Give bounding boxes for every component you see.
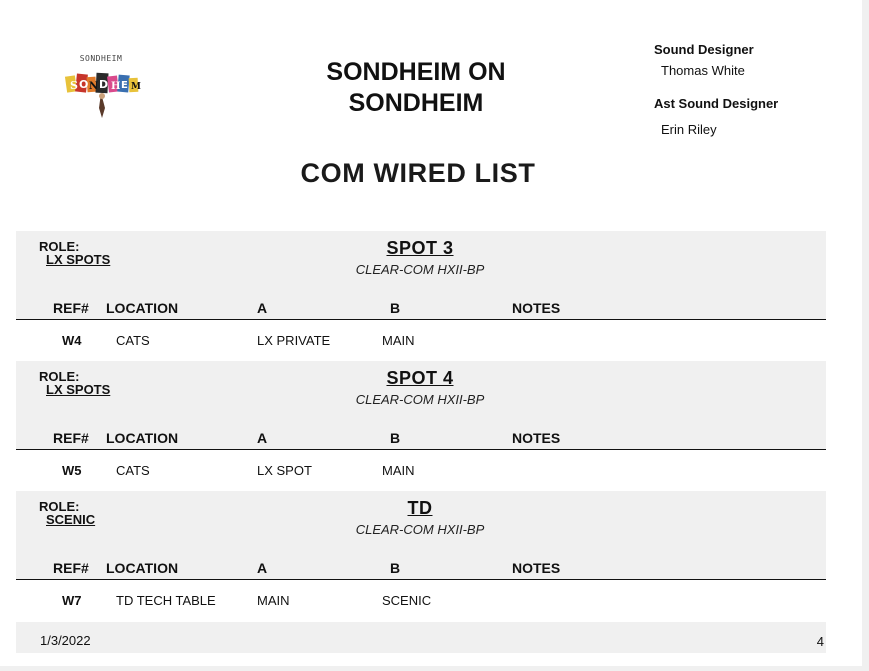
row-location: CATS (116, 333, 150, 348)
row-b: MAIN (382, 463, 415, 478)
col-header-location: LOCATION (106, 560, 179, 576)
section-td (16, 491, 826, 621)
role-label: ROLE: (39, 499, 80, 514)
footer-date: 1/3/2022 (40, 633, 91, 648)
section-model: CLEAR-COM HXII-BP (355, 262, 485, 277)
role-label: ROLE: (39, 239, 80, 254)
col-header-ref: REF# (53, 560, 89, 576)
section-name: TD (407, 498, 433, 518)
section-name: SPOT 3 (386, 238, 454, 258)
col-header-a: A (257, 300, 268, 316)
row-a: LX SPOT (257, 463, 312, 478)
role-label: ROLE: (39, 369, 80, 384)
show-title-line2: SONDHEIM (348, 89, 484, 117)
col-header-b: B (390, 430, 401, 446)
sound-designer-name: Thomas White (661, 63, 745, 78)
col-header-a: A (257, 560, 268, 576)
row-ref: W4 (62, 333, 82, 348)
show-title (290, 57, 542, 119)
row-b: MAIN (382, 333, 415, 348)
section-model: CLEAR-COM HXII-BP (355, 392, 485, 407)
section-spot-4 (16, 361, 826, 491)
show-title-line1: SONDHEIM ON (326, 58, 506, 86)
col-header-b: B (390, 560, 401, 576)
list-title: COM WIRED LIST (300, 158, 536, 188)
page-footer (16, 622, 826, 653)
col-header-notes: NOTES (512, 430, 561, 446)
svg-text:M: M (131, 82, 141, 92)
section-spot-3 (16, 231, 826, 361)
svg-text:N: N (89, 81, 99, 92)
svg-text:O: O (79, 78, 89, 91)
role-value: LX SPOTS (46, 382, 111, 397)
svg-text:D: D (99, 78, 109, 91)
row-b: SCENIC (382, 593, 432, 608)
col-header-location: LOCATION (106, 430, 179, 446)
header-rule (16, 449, 826, 450)
row-ref: W5 (62, 463, 82, 478)
show-logo (56, 50, 146, 122)
logo-small-text: SONDHEIM (79, 54, 123, 63)
svg-text:H: H (111, 81, 121, 92)
logo-graphic (56, 50, 146, 122)
svg-text:S: S (70, 79, 78, 92)
row-a: MAIN (257, 593, 290, 608)
row-ref: W7 (62, 593, 82, 608)
col-header-ref: REF# (53, 300, 89, 316)
section-name: SPOT 4 (386, 368, 454, 388)
ast-sound-designer-label: Ast Sound Designer (654, 96, 779, 111)
row-location: TD TECH TABLE (116, 593, 216, 608)
page-number: 4 (816, 634, 824, 649)
row-location: CATS (116, 463, 150, 478)
header-rule (16, 579, 826, 580)
row-a: LX PRIVATE (257, 333, 331, 348)
header-rule (16, 319, 826, 320)
section-model: CLEAR-COM HXII-BP (355, 522, 485, 537)
col-header-a: A (257, 430, 268, 446)
ast-sound-designer-name: Erin Riley (661, 122, 717, 137)
svg-text:E: E (121, 80, 128, 91)
sound-designer-label: Sound Designer (654, 42, 754, 57)
role-value: LX SPOTS (46, 252, 111, 267)
role-value: SCENIC (46, 512, 96, 527)
col-header-notes: NOTES (512, 560, 561, 576)
col-header-ref: REF# (53, 430, 89, 446)
col-header-notes: NOTES (512, 300, 561, 316)
col-header-b: B (390, 300, 401, 316)
col-header-location: LOCATION (106, 300, 179, 316)
